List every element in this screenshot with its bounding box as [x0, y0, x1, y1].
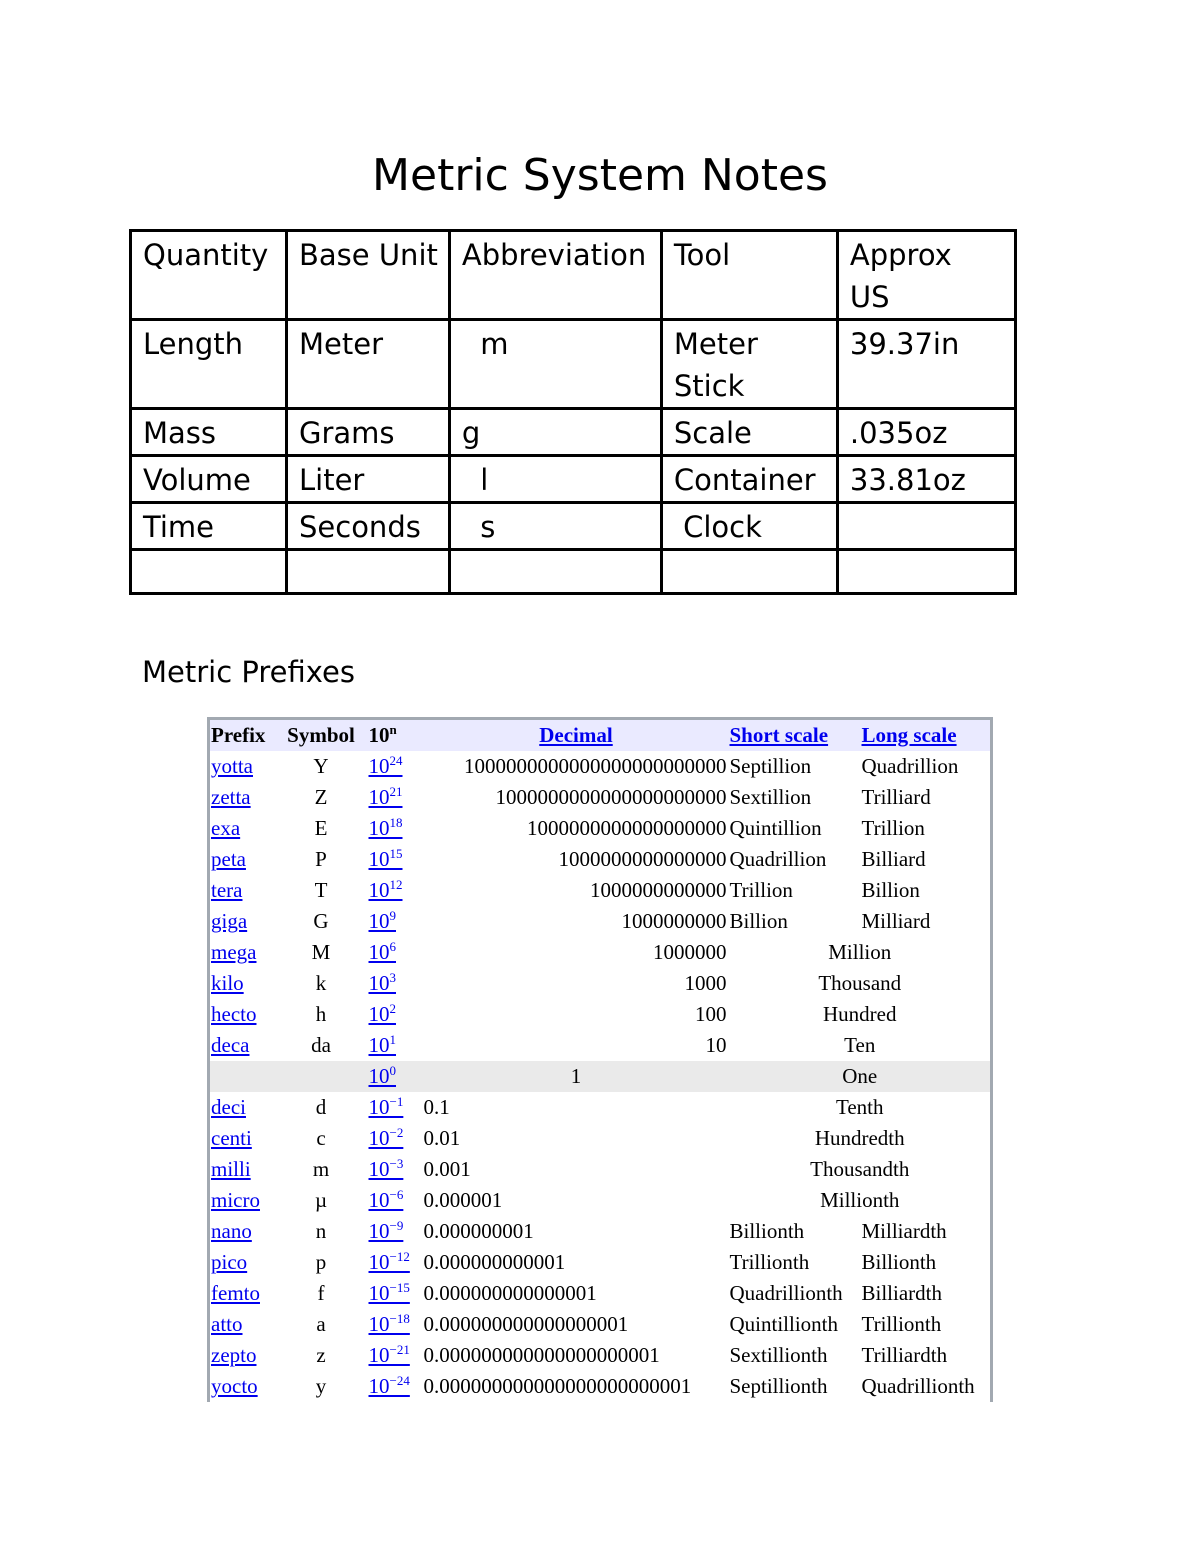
decimal-cell: 0.000000000000000001 — [423, 1312, 629, 1336]
long-scale-cell: Milliard — [861, 909, 931, 933]
power-exp: −3 — [389, 1156, 404, 1171]
header-long-scale — [861, 719, 992, 752]
prefix-cell — [209, 782, 279, 813]
table-cell: Meter Stick — [661, 320, 837, 409]
symbol-cell: T — [314, 878, 328, 902]
decimal-cell: 0.1 — [423, 1095, 450, 1119]
decimal-cell: 100 — [695, 1002, 727, 1026]
power-link[interactable] — [369, 847, 403, 871]
power-link[interactable] — [369, 1157, 404, 1181]
prefix-table-body — [209, 751, 992, 1402]
table-row — [209, 906, 992, 937]
power-base: 10 — [368, 1188, 390, 1212]
power-cell — [363, 782, 423, 813]
decimal-cell: 0.01 — [423, 1126, 461, 1150]
units-table — [129, 229, 1017, 595]
decimal-cell: 1000000000000 — [590, 878, 727, 902]
table-cell: g — [449, 409, 661, 456]
power-exp: 21 — [389, 784, 403, 799]
units-header-row — [131, 231, 1016, 320]
prefix-link[interactable]: tera — [211, 878, 243, 902]
header-cell: Base Unit — [287, 231, 450, 320]
prefix-cell — [209, 1247, 279, 1278]
power-cell — [363, 1123, 423, 1154]
decimal-cell: 1000000000000000 — [558, 847, 727, 871]
prefix-cell — [209, 1154, 279, 1185]
symbol-cell: Y — [313, 754, 329, 778]
table-cell: Time — [131, 503, 287, 550]
power-link[interactable] — [369, 1126, 404, 1150]
table-cell: m — [449, 320, 661, 409]
power-exp: 1 — [389, 1032, 396, 1047]
power-cell — [363, 1061, 423, 1092]
table-row — [209, 1309, 992, 1340]
prefix-cell — [209, 813, 279, 844]
table-cell — [661, 550, 837, 594]
prefix-cell — [209, 1216, 279, 1247]
scale-cell: Thousand — [818, 971, 902, 995]
table-cell: 39.37in — [837, 320, 1015, 409]
long-scale-cell: Billiard — [861, 847, 926, 871]
header-power-exp: n — [389, 722, 397, 737]
power-link[interactable] — [369, 1064, 397, 1088]
table-row — [209, 1092, 992, 1123]
power-exp: −24 — [389, 1373, 410, 1388]
symbol-cell: da — [311, 1033, 331, 1057]
symbol-cell: f — [317, 1281, 325, 1305]
header-cell: Approx US — [837, 231, 1015, 320]
power-link[interactable] — [369, 785, 403, 809]
power-cell — [363, 1154, 423, 1185]
power-link[interactable] — [369, 971, 397, 995]
power-exp: −12 — [389, 1249, 410, 1264]
table-row — [209, 782, 992, 813]
decimal-cell: 0.000001 — [423, 1188, 503, 1212]
header-short-scale — [729, 719, 861, 752]
table-row — [209, 1185, 992, 1216]
power-link[interactable] — [369, 816, 403, 840]
decimal-cell: 0.000000000000000000001 — [423, 1343, 660, 1367]
short-scale-cell: Quadrillion — [729, 847, 827, 871]
table-cell: Meter — [287, 320, 450, 409]
long-scale-cell: Quadrillion — [861, 754, 959, 778]
power-exp: −2 — [389, 1125, 404, 1140]
long-scale-cell: Billionth — [861, 1250, 937, 1274]
power-link[interactable] — [369, 754, 403, 778]
scale-cell: Hundredth — [814, 1126, 905, 1150]
header-power-base: 10 — [368, 723, 390, 747]
decimal-cell: 1000000000 — [621, 909, 727, 933]
power-cell — [363, 1185, 423, 1216]
power-base: 10 — [368, 1343, 390, 1367]
table-row — [209, 999, 992, 1030]
long-scale-cell: Billiardth — [861, 1281, 942, 1305]
prefix-cell — [209, 875, 279, 906]
table-cell: Container — [661, 456, 837, 503]
power-base: 10 — [368, 847, 390, 871]
power-exp: −1 — [389, 1094, 404, 1109]
power-base: 10 — [368, 785, 390, 809]
table-cell — [449, 550, 661, 594]
power-cell — [363, 1247, 423, 1278]
power-base: 10 — [368, 909, 390, 933]
symbol-cell: z — [316, 1343, 326, 1367]
table-cell: Liter — [287, 456, 450, 503]
scale-cell: Million — [828, 940, 892, 964]
power-exp: −15 — [389, 1280, 410, 1295]
symbol-cell: E — [314, 816, 328, 840]
power-link[interactable] — [369, 1250, 410, 1274]
header-power — [363, 719, 423, 752]
power-base: 10 — [368, 1064, 390, 1088]
power-link[interactable] — [369, 909, 397, 933]
short-scale-cell: Trillionth — [729, 1250, 810, 1274]
prefix-cell — [209, 1371, 279, 1402]
header-cell: Tool — [661, 231, 837, 320]
symbol-cell: k — [315, 971, 327, 995]
table-row — [209, 1154, 992, 1185]
table-row — [209, 751, 992, 782]
power-base: 10 — [368, 1002, 390, 1026]
power-exp: 9 — [389, 908, 396, 923]
symbol-cell: n — [315, 1219, 327, 1243]
prefix-link[interactable]: mega — [211, 940, 257, 964]
symbol-cell: m — [312, 1157, 330, 1181]
power-exp: 3 — [389, 970, 396, 985]
power-exp: −9 — [389, 1218, 404, 1233]
prefix-cell — [209, 844, 279, 875]
table-row — [209, 1216, 992, 1247]
header-prefix: Prefix — [209, 719, 279, 752]
table-row — [209, 1371, 992, 1402]
decimal-cell: 1000000000000000000000000 — [464, 754, 727, 778]
power-base: 10 — [368, 816, 390, 840]
prefix-link[interactable]: deca — [211, 1033, 250, 1057]
power-exp: −6 — [389, 1187, 404, 1202]
table-cell: l — [449, 456, 661, 503]
prefix-cell — [209, 1123, 279, 1154]
decimal-cell: 1000000000000000000000 — [495, 785, 727, 809]
prefix-link[interactable]: milli — [211, 1157, 251, 1181]
power-base: 10 — [368, 1219, 390, 1243]
prefix-cell — [209, 751, 279, 782]
prefix-link[interactable]: hecto — [211, 1002, 257, 1026]
scale-cell: Thousandth — [810, 1157, 910, 1181]
table-row — [131, 320, 1016, 409]
scale-cell: One — [729, 1061, 992, 1092]
prefix-link[interactable]: nano — [211, 1219, 252, 1243]
page-title: Metric System Notes — [372, 150, 828, 201]
table-row — [131, 503, 1016, 550]
table-cell — [287, 550, 450, 594]
power-cell — [363, 999, 423, 1030]
prefix-link[interactable]: kilo — [211, 971, 244, 995]
short-scale-cell: Billionth — [729, 1219, 805, 1243]
header-cell: Abbreviation — [449, 231, 661, 320]
prefix-link[interactable]: exa — [211, 816, 241, 840]
symbol-cell — [279, 1061, 363, 1092]
table-row — [209, 813, 992, 844]
section-title: Metric Prefixes — [142, 655, 355, 689]
symbol-cell: Z — [314, 785, 328, 809]
prefix-link[interactable]: centi — [211, 1126, 252, 1150]
scale-cell: Tenth — [835, 1095, 884, 1119]
power-base: 10 — [368, 1126, 390, 1150]
prefix-cell — [209, 937, 279, 968]
table-row — [209, 1247, 992, 1278]
table-cell: Scale — [661, 409, 837, 456]
table-row — [209, 1061, 992, 1092]
table-cell — [837, 550, 1015, 594]
long-scale-cell: Milliardth — [861, 1219, 947, 1243]
table-row — [209, 1123, 992, 1154]
scale-cell: Ten — [844, 1033, 876, 1057]
power-exp: 6 — [389, 939, 396, 954]
power-link[interactable] — [369, 1312, 410, 1336]
header-symbol: Symbol — [279, 719, 363, 752]
prefix-link[interactable]: pico — [211, 1250, 248, 1274]
power-link[interactable] — [369, 1343, 410, 1367]
long-scale-cell: Billion — [861, 878, 920, 902]
prefix-link[interactable]: femto — [211, 1281, 260, 1305]
power-exp: 18 — [389, 815, 403, 830]
symbol-cell: M — [311, 940, 331, 964]
power-cell — [363, 751, 423, 782]
prefix-link[interactable]: micro — [211, 1188, 260, 1212]
table-row — [209, 1030, 992, 1061]
power-link[interactable] — [369, 1374, 410, 1398]
decimal-cell: 1 — [423, 1061, 729, 1092]
prefix-cell — [209, 1340, 279, 1371]
table-row — [209, 1278, 992, 1309]
table-cell: Length — [131, 320, 287, 409]
decimal-cell: 0.000000000000000000000001 — [423, 1374, 692, 1398]
long-scale-link[interactable]: Long scale — [861, 723, 957, 747]
prefix-cell — [209, 906, 279, 937]
symbol-cell: µ — [314, 1188, 328, 1212]
decimal-cell: 0.000000000001 — [423, 1250, 566, 1274]
power-cell — [363, 875, 423, 906]
short-scale-cell: Sextillionth — [729, 1343, 828, 1367]
power-exp: 2 — [389, 1001, 396, 1016]
power-exp: 15 — [389, 846, 403, 861]
power-cell — [363, 1340, 423, 1371]
table-row-empty — [131, 550, 1016, 594]
short-scale-cell: Septillionth — [729, 1374, 828, 1398]
prefix-link[interactable]: atto — [211, 1312, 243, 1336]
header-cell: Quantity — [131, 231, 287, 320]
short-scale-cell: Quintillionth — [729, 1312, 839, 1336]
symbol-cell: p — [315, 1250, 327, 1274]
symbol-cell: c — [316, 1126, 326, 1150]
short-scale-cell: Billion — [729, 909, 788, 933]
decimal-cell: 0.000000000000001 — [423, 1281, 597, 1305]
symbol-cell: P — [315, 847, 327, 871]
symbol-cell: G — [313, 909, 329, 933]
decimal-cell: 1000000000000000000 — [527, 816, 727, 840]
power-cell — [363, 1030, 423, 1061]
table-cell: Seconds — [287, 503, 450, 550]
power-cell — [363, 1092, 423, 1123]
decimal-cell: 10 — [705, 1033, 727, 1057]
table-cell: Volume — [131, 456, 287, 503]
power-link[interactable] — [369, 1033, 397, 1057]
power-base: 10 — [368, 754, 390, 778]
scale-cell: Hundred — [823, 1002, 897, 1026]
symbol-cell: a — [316, 1312, 326, 1336]
decimal-cell: 0.001 — [423, 1157, 471, 1181]
symbol-cell: d — [315, 1095, 327, 1119]
prefix-link[interactable]: giga — [211, 909, 248, 933]
decimal-sort-link[interactable]: Decimal — [539, 723, 613, 747]
table-cell — [837, 503, 1015, 550]
table-row — [131, 409, 1016, 456]
table-cell: 33.81oz — [837, 456, 1015, 503]
table-row — [209, 875, 992, 906]
table-row — [209, 968, 992, 999]
prefix-cell — [209, 1061, 279, 1092]
scale-cell: Millionth — [820, 1188, 900, 1212]
table-cell: Clock — [661, 503, 837, 550]
short-scale-cell: Quintillion — [729, 816, 822, 840]
prefix-cell — [209, 1092, 279, 1123]
prefix-table — [207, 717, 993, 1402]
long-scale-cell: Trillion — [861, 816, 925, 840]
long-scale-cell: Quadrillionth — [861, 1374, 975, 1398]
power-exp: −21 — [389, 1342, 410, 1357]
power-cell — [363, 844, 423, 875]
power-base: 10 — [368, 1374, 390, 1398]
prefix-cell — [209, 1278, 279, 1309]
table-cell — [131, 550, 287, 594]
short-scale-cell: Quadrillionth — [729, 1281, 843, 1305]
decimal-cell: 1000 — [684, 971, 727, 995]
table-row — [209, 844, 992, 875]
power-link[interactable] — [369, 1095, 404, 1119]
prefix-cell — [209, 999, 279, 1030]
long-scale-cell: Trilliardth — [861, 1343, 948, 1367]
power-cell — [363, 1278, 423, 1309]
power-cell — [363, 1371, 423, 1402]
power-cell — [363, 906, 423, 937]
power-cell — [363, 937, 423, 968]
header-decimal — [423, 719, 729, 752]
power-cell — [363, 813, 423, 844]
prefix-cell — [209, 1185, 279, 1216]
prefix-header-row — [209, 719, 992, 752]
power-cell — [363, 1309, 423, 1340]
power-exp: 24 — [389, 753, 403, 768]
table-row — [209, 1340, 992, 1371]
table-cell: s — [449, 503, 661, 550]
prefix-cell — [209, 968, 279, 999]
power-base: 10 — [368, 1312, 390, 1336]
power-base: 10 — [368, 940, 390, 964]
power-link[interactable] — [369, 1002, 397, 1026]
power-link[interactable] — [369, 1219, 404, 1243]
prefix-cell — [209, 1309, 279, 1340]
power-base: 10 — [368, 878, 390, 902]
decimal-cell: 1000000 — [653, 940, 727, 964]
decimal-cell: 0.000000001 — [423, 1219, 534, 1243]
power-link[interactable] — [369, 1281, 410, 1305]
power-exp: 0 — [389, 1063, 396, 1078]
power-link[interactable] — [369, 1188, 404, 1212]
table-row — [131, 456, 1016, 503]
power-cell — [363, 1216, 423, 1247]
prefix-link[interactable]: yocto — [211, 1374, 258, 1398]
long-scale-cell: Trilliard — [861, 785, 931, 809]
prefix-link[interactable]: yotta — [211, 754, 253, 778]
prefix-link[interactable]: zetta — [211, 785, 251, 809]
power-base: 10 — [368, 971, 390, 995]
short-scale-cell: Trillion — [729, 878, 793, 902]
short-scale-cell: Sextillion — [729, 785, 812, 809]
power-base: 10 — [368, 1157, 390, 1181]
power-base: 10 — [368, 1281, 390, 1305]
long-scale-cell: Trillionth — [861, 1312, 942, 1336]
power-base: 10 — [368, 1033, 390, 1057]
table-row — [209, 937, 992, 968]
prefix-cell — [209, 1030, 279, 1061]
symbol-cell: h — [315, 1002, 327, 1026]
prefix-link[interactable]: zepto — [211, 1343, 257, 1367]
prefix-link[interactable]: peta — [211, 847, 246, 871]
power-exp: 12 — [389, 877, 403, 892]
table-cell: Mass — [131, 409, 287, 456]
power-base: 10 — [368, 1095, 390, 1119]
prefix-link[interactable]: deci — [211, 1095, 246, 1119]
table-cell: Grams — [287, 409, 450, 456]
short-scale-cell: Septillion — [729, 754, 812, 778]
symbol-cell: y — [315, 1374, 327, 1398]
power-link[interactable] — [369, 940, 397, 964]
short-scale-link[interactable]: Short scale — [729, 723, 829, 747]
power-exp: −18 — [389, 1311, 410, 1326]
table-cell: .035oz — [837, 409, 1015, 456]
power-base: 10 — [368, 1250, 390, 1274]
power-cell — [363, 968, 423, 999]
power-link[interactable] — [369, 878, 403, 902]
